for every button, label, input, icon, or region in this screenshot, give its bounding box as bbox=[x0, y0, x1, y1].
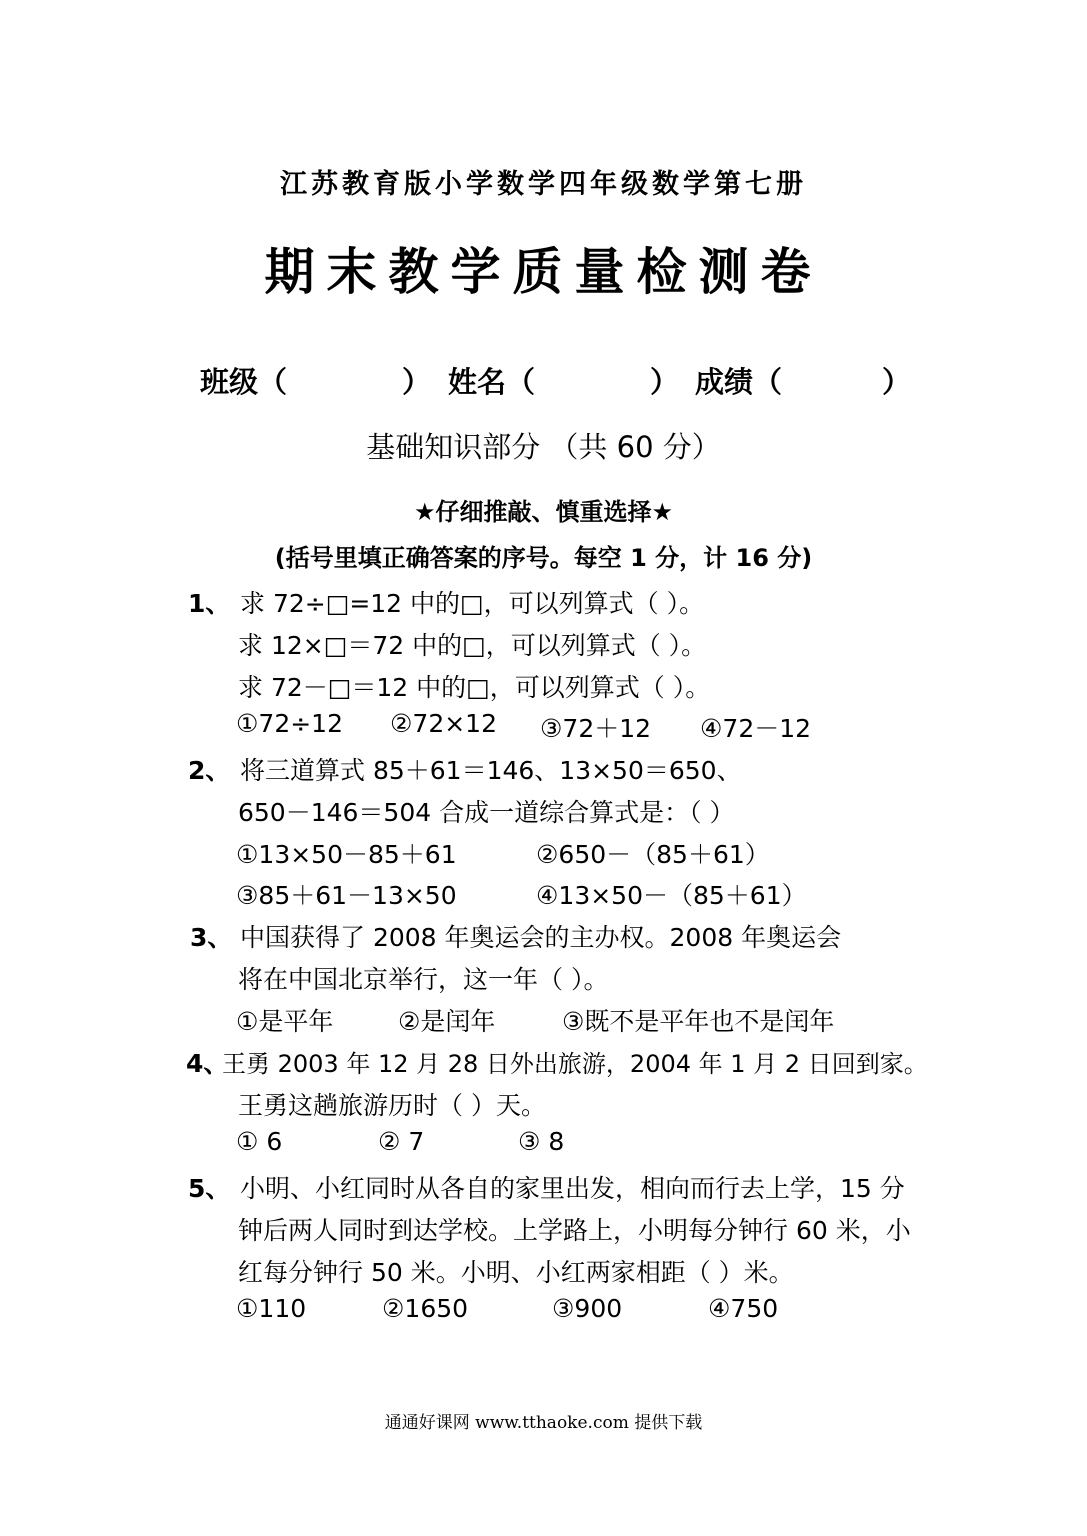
class-label: 班级（ bbox=[200, 365, 288, 399]
option: ②1650 bbox=[382, 1294, 469, 1323]
option: ①72÷12 bbox=[236, 709, 343, 738]
option: ④750 bbox=[708, 1294, 779, 1323]
option: ③85＋61－13×50 bbox=[236, 881, 457, 910]
question-line: 红每分钟行 50 米。小明、小红两家相距（ ）米。 bbox=[238, 1258, 794, 1287]
question-line: 中国获得了 2008 年奥运会的主办权。2008 年奥运会 bbox=[240, 923, 842, 952]
score-close: ） bbox=[882, 365, 912, 399]
question-number: 3、 bbox=[190, 923, 233, 952]
question-line: 求 72－□＝12 中的□，可以列算式（ ）。 bbox=[238, 673, 711, 702]
question-number: 4、 bbox=[186, 1049, 229, 1078]
name-label: 姓名（ bbox=[448, 365, 536, 399]
question-line: 将在中国北京举行，这一年（ ）。 bbox=[238, 965, 609, 994]
question-line: 王勇这趟旅游历时（ ）天。 bbox=[238, 1091, 546, 1120]
option: ③既不是平年也不是闰年 bbox=[562, 1007, 835, 1036]
option: ①13×50－85＋61 bbox=[236, 840, 457, 869]
section-title: 基础知识部分 （共 60 分） bbox=[366, 430, 721, 464]
section-heading: ★仔细推敲、慎重选择★ bbox=[413, 498, 674, 526]
question-line: 小明、小红同时从各自的家里出发，相向而行去上学，15 分 bbox=[240, 1174, 905, 1203]
option: ④72－12 bbox=[700, 714, 812, 743]
option: ②72×12 bbox=[390, 709, 497, 738]
question-line: 钟后两人同时到达学校。上学路上，小明每分钟行 60 米，小 bbox=[238, 1216, 911, 1245]
option: ①110 bbox=[236, 1294, 307, 1323]
option: ③72＋12 bbox=[540, 714, 652, 743]
exam-title: 期末教学质量检测卷 bbox=[264, 242, 823, 301]
option: ③900 bbox=[552, 1294, 623, 1323]
option: ② 7 bbox=[378, 1127, 425, 1156]
question-line: 求 72÷□=12 中的□，可以列算式（ ）。 bbox=[240, 589, 705, 618]
option: ②是闰年 bbox=[398, 1007, 496, 1036]
score-label: 成绩（ bbox=[695, 365, 783, 399]
option: ④13×50－（85＋61） bbox=[536, 881, 807, 910]
question-number: 1、 bbox=[188, 589, 231, 618]
question-line: 王勇 2003 年 12 月 28 日外出旅游，2004 年 1 月 2 日回到家。 bbox=[222, 1050, 928, 1078]
option: ③ 8 bbox=[518, 1127, 565, 1156]
footer-credit: 通通好课网 www.tthaoke.com 提供下载 bbox=[384, 1413, 703, 1433]
class-close: ） bbox=[402, 365, 432, 399]
section-instruction: (括号里填正确答案的序号。每空 1 分，计 16 分) bbox=[274, 544, 813, 572]
question-number: 5、 bbox=[188, 1174, 231, 1203]
question-line: 求 12×□＝72 中的□，可以列算式（ ）。 bbox=[238, 631, 707, 660]
option: ①是平年 bbox=[236, 1007, 334, 1036]
question-number: 2、 bbox=[188, 756, 231, 785]
question-line: 将三道算式 85＋61＝146、13×50＝650、 bbox=[240, 756, 742, 785]
option: ① 6 bbox=[236, 1127, 283, 1156]
option: ②650－（85＋61） bbox=[536, 840, 770, 869]
question-line: 650－146＝504 合成一道综合算式是：（ ） bbox=[238, 798, 735, 827]
exam-subtitle: 江苏教育版小学数学四年级数学第七册 bbox=[280, 169, 807, 200]
name-close: ） bbox=[650, 365, 680, 399]
